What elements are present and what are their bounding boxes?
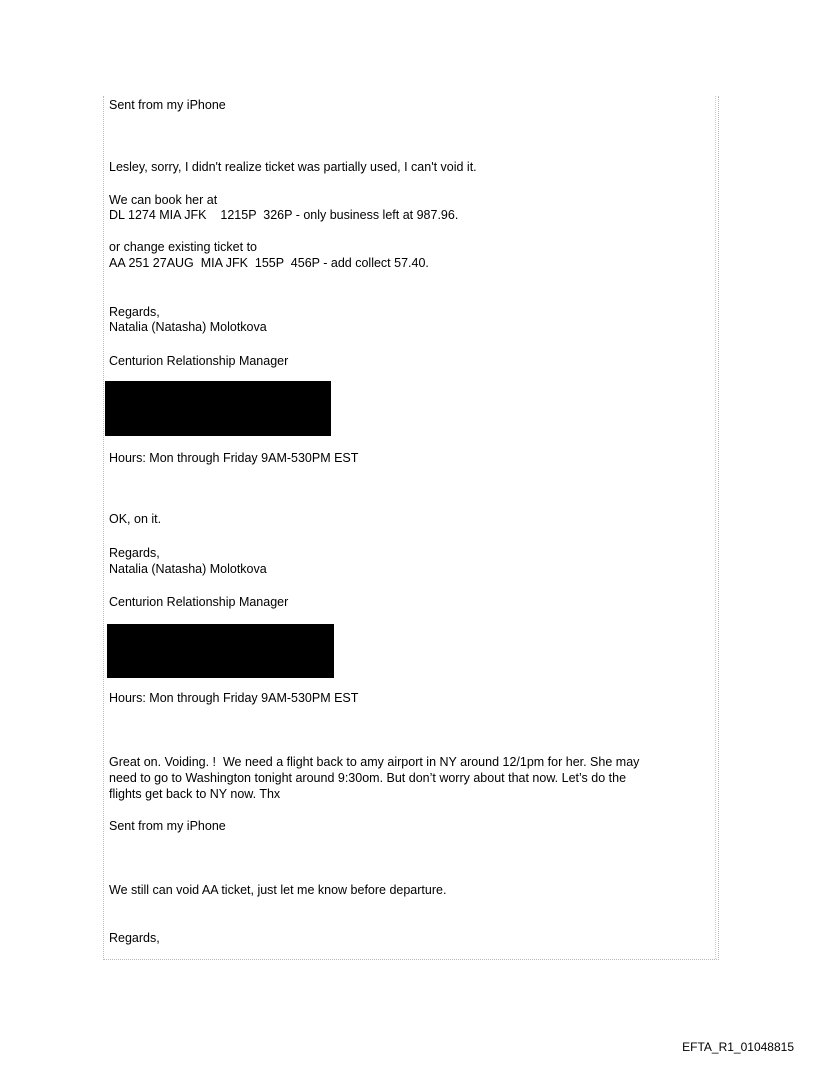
- message-line: Great on. Voiding. ! We need a flight back to amy airport in NY around 12/1pm for her. She may: [109, 755, 640, 769]
- sender-name: Natalia (Natasha) Molotkova: [109, 562, 267, 576]
- redaction-box: [105, 381, 331, 436]
- office-hours: Hours: Mon through Friday 9AM-530PM EST: [109, 451, 359, 465]
- message-line: flights get back to NY now. Thx: [109, 787, 281, 801]
- sender-title: Centurion Relationship Manager: [109, 354, 289, 368]
- message-line: We still can void AA ticket, just let me know before departure.: [109, 883, 447, 897]
- sent-from-signature: Sent from my iPhone: [109, 819, 226, 833]
- regards-line: Regards,: [109, 546, 160, 560]
- sent-from-signature: Sent from my iPhone: [109, 98, 226, 112]
- office-hours: Hours: Mon through Friday 9AM-530PM EST: [109, 691, 359, 705]
- regards-line: Regards,: [109, 305, 160, 319]
- sender-name: Natalia (Natasha) Molotkova: [109, 320, 267, 334]
- message-line: or change existing ticket to: [109, 240, 257, 254]
- message-line: Lesley, sorry, I didn't realize ticket was partially used, I can't void it.: [109, 160, 477, 174]
- document-id: EFTA_R1_01048815: [682, 1040, 794, 1054]
- flight-option-line: DL 1274 MIA JFK 1215P 326P - only business left at 987.96.: [109, 208, 459, 222]
- message-line: OK, on it.: [109, 512, 162, 526]
- message-line: need to go to Washington tonight around 9:30om. But don’t worry about that now. Let’s do the: [109, 771, 627, 785]
- regards-line: Regards,: [109, 931, 160, 945]
- sender-title: Centurion Relationship Manager: [109, 595, 289, 609]
- flight-option-line: AA 251 27AUG MIA JFK 155P 456P - add collect 57.40.: [109, 256, 429, 270]
- redaction-box: [107, 624, 334, 678]
- message-line: We can book her at: [109, 193, 218, 207]
